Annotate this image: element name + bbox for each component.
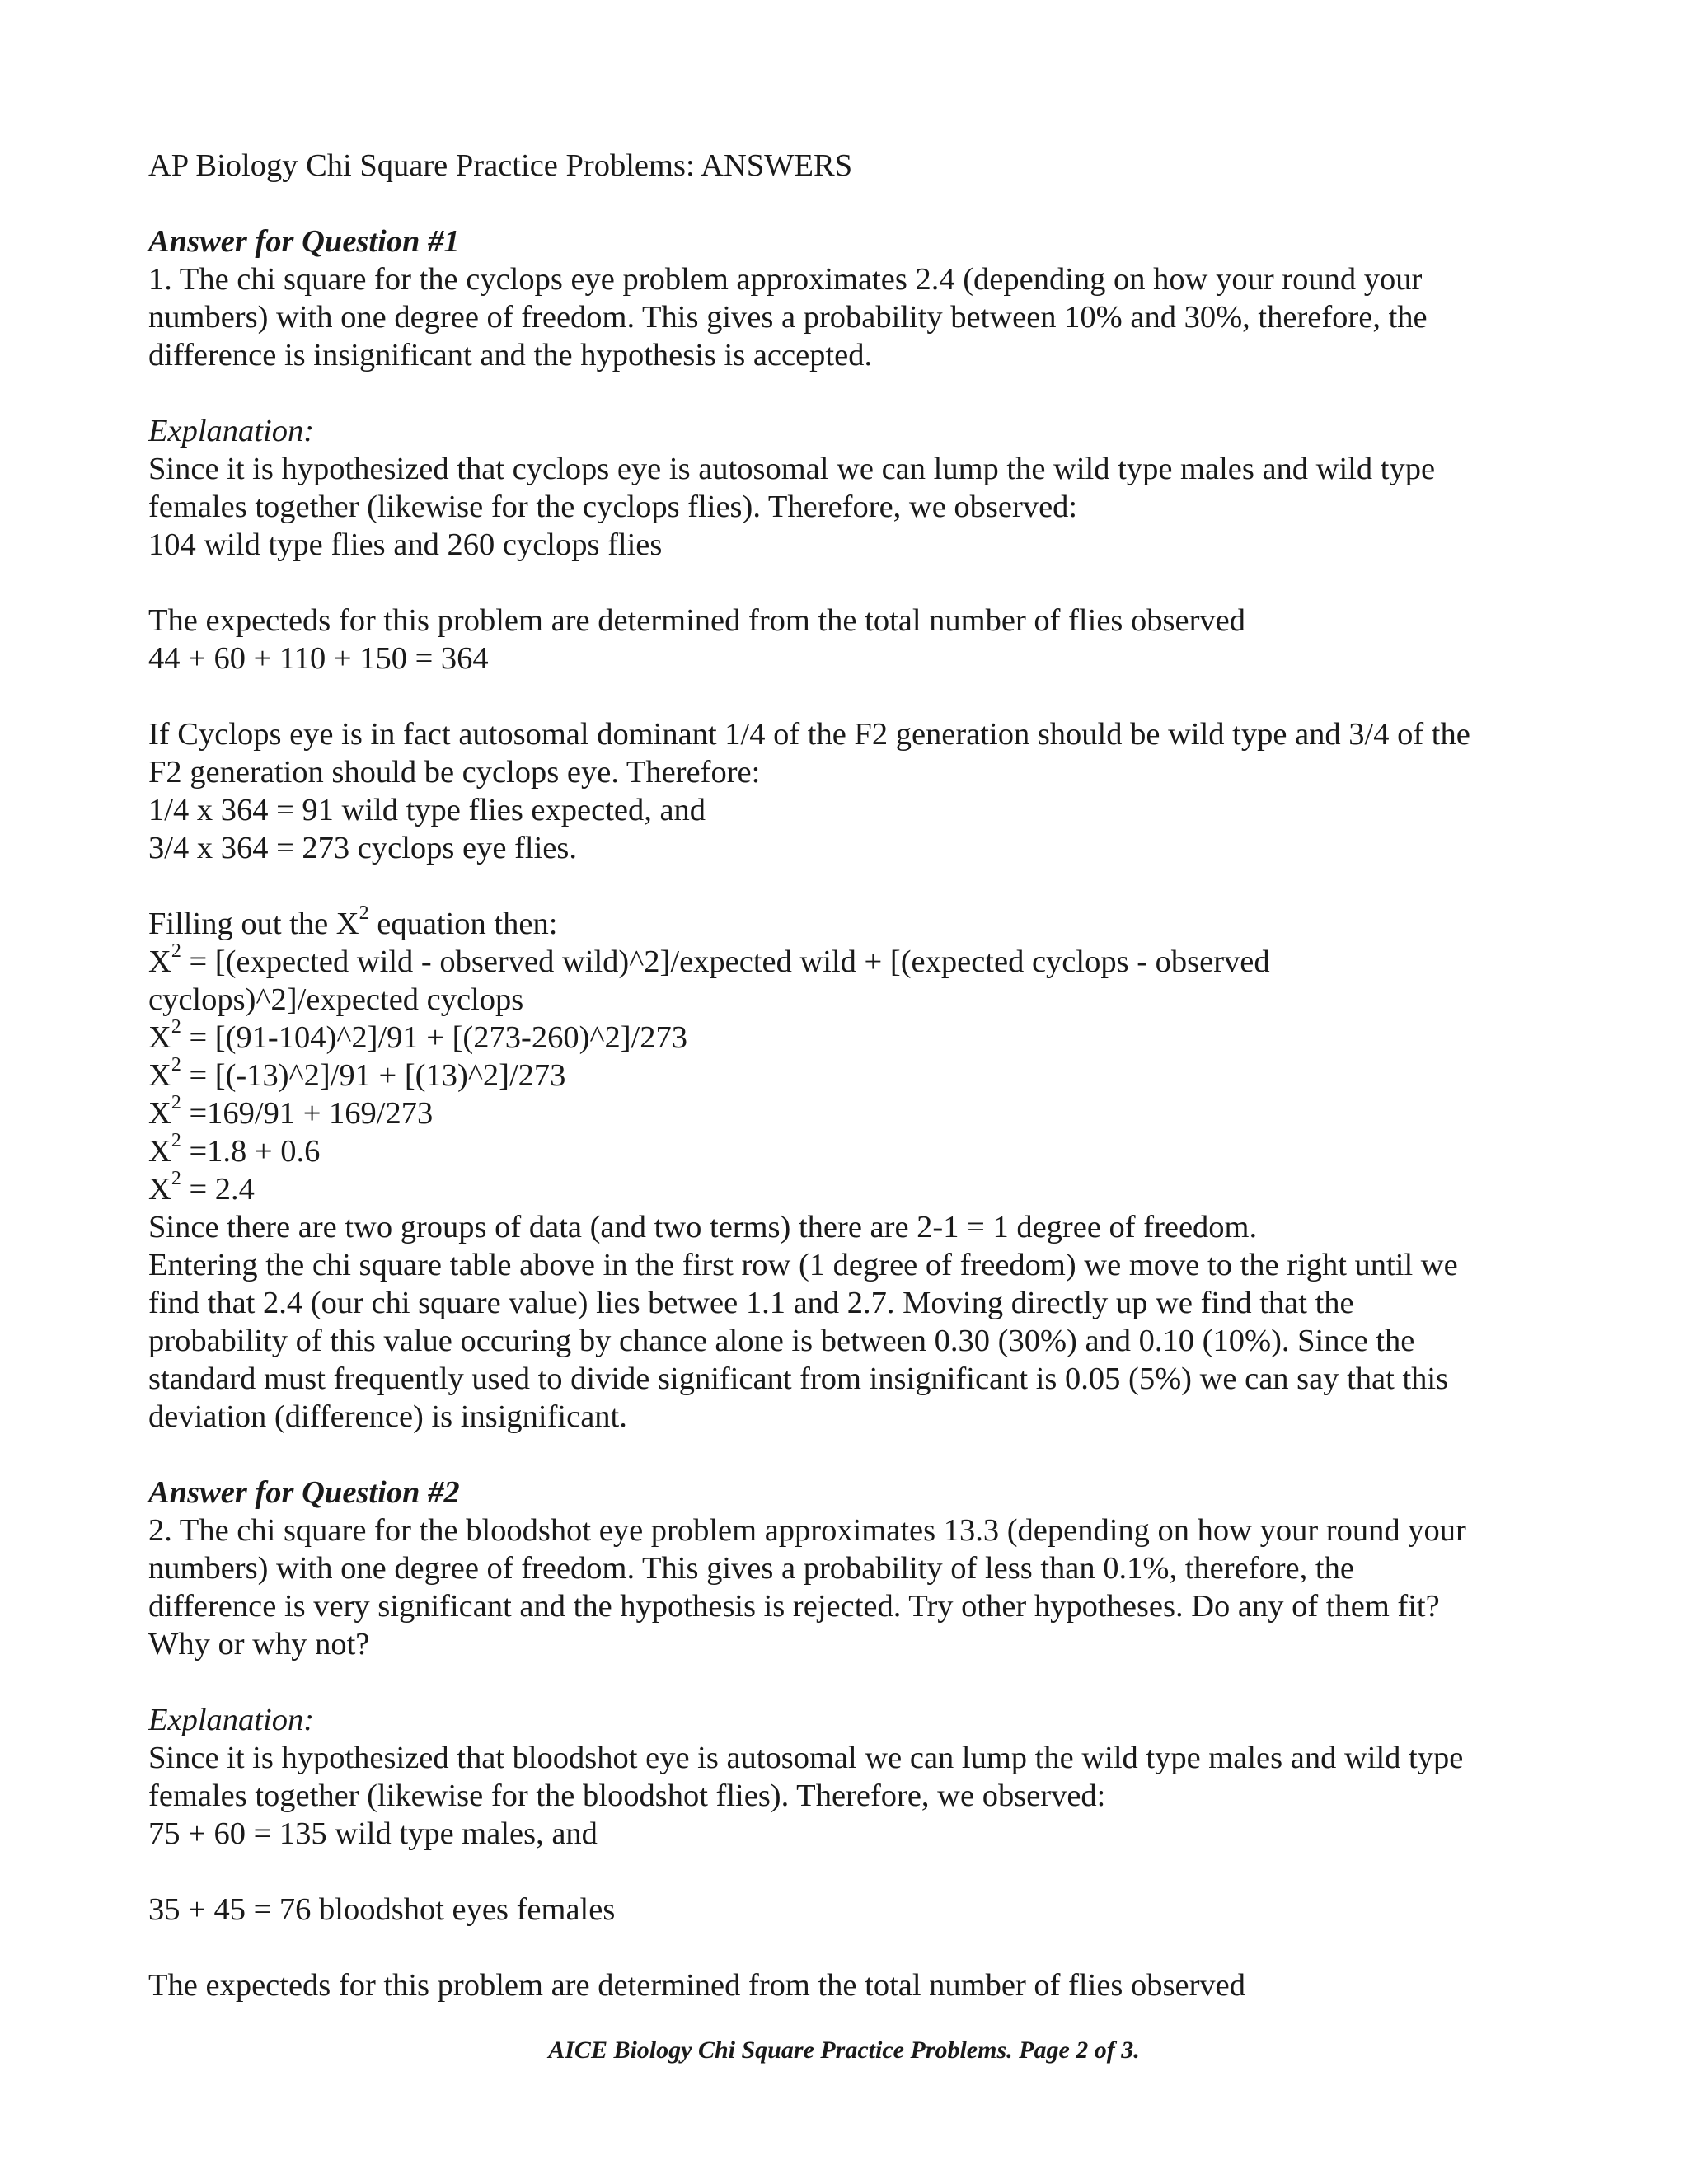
q1-explanation-line: 104 wild type flies and 260 cyclops flies [148,527,663,562]
filling-prefix: Filling out the X [148,907,359,941]
filling-suffix: equation then: [368,907,558,941]
q2-heading: Answer for Question #2 [148,1475,460,1510]
q2-explanation-line: females together (likewise for the bloodshot flies). Therefore, we observed: [148,1779,1106,1813]
q2-explanation-label: Explanation: [148,1703,315,1737]
q2-expected-line: The expecteds for this problem are determined from the total number of flies observed [148,1968,1245,2003]
chi-symbol: X [148,1096,171,1131]
q1-expected-line: 44 + 60 + 110 + 150 = 364 [148,641,489,676]
q1-filling-line [148,902,1550,943]
chi-symbol: X [148,1134,171,1169]
q2-answer-line: 2. The chi square for the bloodshot eye problem approximates 13.3 (depending on how your round your [148,1513,1466,1548]
q1-dominant-line: F2 generation should be cyclops eye. Therefore: [148,755,761,790]
equation-text: =1.8 + 0.6 [181,1134,321,1169]
q1-explanation-line: females together (likewise for the cyclops flies). Therefore, we observed: [148,490,1078,524]
q1-explanation-label: Explanation: [148,414,315,448]
equation-text: = [(-13)^2]/91 + [(13)^2]/273 [181,1058,566,1093]
superscript-two: 2 [171,1168,181,1190]
superscript-two: 2 [171,1130,181,1152]
spacer [148,1853,1550,1891]
q1-dominant-line: 1/4 x 364 = 91 wild type flies expected, and [148,793,706,827]
q1-equation-line [148,940,1550,981]
q1-conclusion-line: deviation (difference) is insignificant. [148,1399,627,1434]
chi-symbol: X [148,1172,171,1207]
spacer [148,867,1550,905]
superscript-two: 2 [171,1092,181,1114]
q1-answer-line: 1. The chi square for the cyclops eye problem approximates 2.4 (depending on how your round your [148,262,1423,297]
q2-explanation-line: Since it is hypothesized that bloodshot eye is autosomal we can lump the wild type males and wild type [148,1741,1464,1775]
q1-conclusion-line: find that 2.4 (our chi square value) lies betwee 1.1 and 2.7. Moving directly up we find that the [148,1286,1354,1320]
q2-answer-line: numbers) with one degree of freedom. This gives a probability of less than 0.1%, therefore, the [148,1551,1354,1586]
q1-equation-line [148,1016,1550,1057]
page-footer: AICE Biology Chi Square Practice Problems. Page 2 of 3. [548,2036,1140,2064]
page-title: AP Biology Chi Square Practice Problems: ANSWERS [148,148,853,183]
equation-text: = [(91-104)^2]/91 + [(273-260)^2]/273 [181,1020,687,1055]
spacer [148,564,1550,602]
q1-conclusion-line: Since there are two groups of data (and two terms) there are 2-1 = 1 degree of freedom. [148,1210,1258,1244]
superscript-two: 2 [171,940,181,963]
equation-text: = [(expected wild - observed wild)^2]/expected wild + [(expected cyclops - observed [181,944,1270,979]
q1-explanation-line: Since it is hypothesized that cyclops eye is autosomal we can lump the wild type males and wild type [148,452,1436,486]
chi-symbol: X [148,1058,171,1093]
spacer [148,1663,1550,1701]
document-body [148,147,1550,2004]
q1-dominant-line: 3/4 x 364 = 273 cyclops eye flies. [148,831,577,865]
q1-conclusion-line: Entering the chi square table above in the first row (1 degree of freedom) we move to the right until we [148,1248,1458,1282]
q1-heading: Answer for Question #1 [148,224,460,259]
q1-answer-line: difference is insignificant and the hypothesis is accepted. [148,338,873,373]
spacer [148,185,1550,223]
q1-conclusion-line: probability of this value occuring by chance alone is between 0.30 (30%) and 0.10 (10%). Since the [148,1324,1415,1358]
q1-answer-line: numbers) with one degree of freedom. This gives a probability between 10% and 30%, therefore, the [148,300,1428,335]
spacer [148,374,1550,412]
q1-equation-line [148,1132,1550,1170]
q1-dominant-line: If Cyclops eye is in fact autosomal dominant 1/4 of the F2 generation should be wild type and 3/4 of the [148,717,1470,752]
chi-symbol: X [148,1020,171,1055]
chi-symbol: X [148,944,171,979]
spacer [148,1436,1550,1474]
q1-expected-line: The expecteds for this problem are determined from the total number of flies observed [148,603,1245,638]
q1-conclusion-line: standard must frequently used to divide significant from insignificant is 0.05 (5%) we can say that this [148,1361,1449,1396]
q2-bloodshot-line: 35 + 45 = 76 bloodshot eyes females [148,1892,616,1927]
superscript-two: 2 [359,902,369,925]
q1-equation-line [148,1094,1550,1132]
equation-text: = 2.4 [181,1172,255,1207]
q1-equation-continuation: cyclops)^2]/expected cyclops [148,982,524,1017]
superscript-two: 2 [171,1054,181,1076]
q1-equation-line [148,1170,1550,1208]
q2-answer-line: difference is very significant and the hypothesis is rejected. Try other hypotheses. Do any of them fit? [148,1589,1440,1624]
q2-explanation-line: 75 + 60 = 135 wild type males, and [148,1816,598,1851]
q2-answer-line: Why or why not? [148,1627,370,1661]
spacer [148,1929,1550,1966]
equation-text: =169/91 + 169/273 [181,1096,434,1131]
spacer [148,677,1550,715]
q1-equation-line [148,1054,1550,1094]
superscript-two: 2 [171,1016,181,1038]
